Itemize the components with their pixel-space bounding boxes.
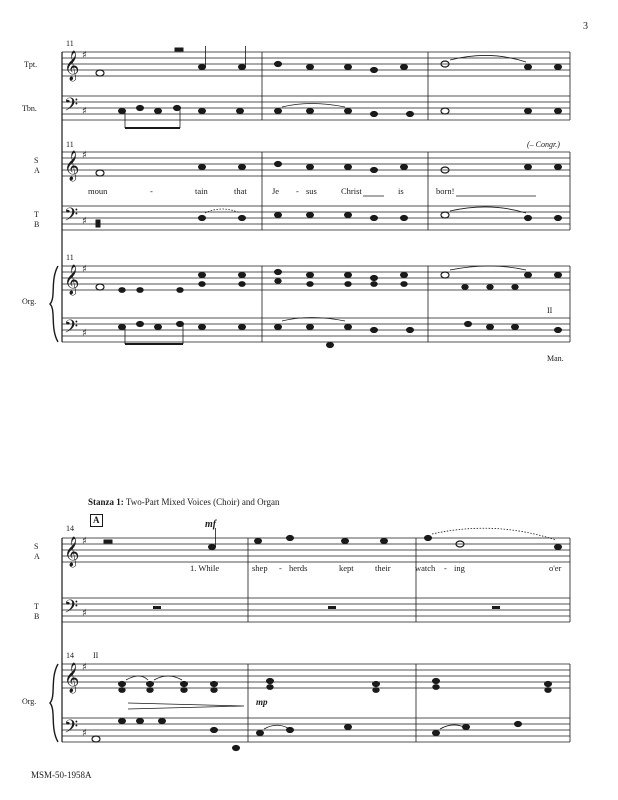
label-s: S	[34, 156, 39, 165]
manual-marking-ii: II	[547, 306, 553, 315]
svg-text:♯: ♯	[82, 216, 87, 227]
svg-text:𝄢: 𝄢	[64, 317, 79, 342]
measure-number-14-sa: 14	[66, 524, 74, 533]
label-t: T	[34, 210, 39, 219]
svg-text:♯: ♯	[82, 662, 87, 673]
lyric-syllable: herds	[289, 563, 308, 573]
lyric-syllable: tain	[195, 186, 208, 196]
label-a-2: A	[34, 552, 40, 561]
congregation-cue: (– Congr.)	[527, 140, 560, 149]
svg-text:𝄞: 𝄞	[64, 663, 80, 693]
svg-text:𝄞: 𝄞	[64, 537, 80, 567]
lyric-syllable: o'er	[549, 563, 562, 573]
svg-text:𝄢: 𝄢	[64, 597, 79, 622]
lyric-syllable: their	[375, 563, 391, 573]
rehearsal-mark: A	[90, 514, 103, 527]
svg-text:𝄢: 𝄢	[64, 717, 79, 742]
lyric-syllable: born!	[436, 186, 455, 196]
label-b: B	[34, 220, 40, 229]
label-org-2: Org.	[22, 697, 37, 706]
svg-text:𝄢: 𝄢	[64, 95, 79, 120]
manual-label: Man.	[547, 354, 564, 363]
svg-text:♯: ♯	[82, 264, 87, 275]
svg-text:♯: ♯	[82, 50, 87, 61]
svg-text:𝄞: 𝄞	[64, 151, 80, 181]
label-t-2: T	[34, 602, 39, 611]
svg-text:𝄢: 𝄢	[64, 205, 79, 230]
label-s-2: S	[34, 542, 39, 551]
lyric-hyphen: -	[296, 186, 299, 196]
lyric-hyphen: -	[444, 563, 447, 573]
lyric-syllable: kept	[339, 563, 354, 573]
stanza-heading-text: Two-Part Mixed Voices (Choir) and Organ	[125, 497, 280, 507]
footer-catalog-code: MSM-50-1958A	[31, 770, 92, 780]
lyric-hyphen: -	[150, 186, 153, 196]
svg-text:♯: ♯	[82, 536, 87, 547]
lyric-syllable: Christ	[341, 186, 362, 196]
lyric-syllable: sus	[306, 186, 317, 196]
lyric-syllable: Je	[272, 186, 280, 196]
label-b-2: B	[34, 612, 40, 621]
lyric-syllable: watch	[415, 563, 436, 573]
svg-text:𝄞: 𝄞	[64, 265, 80, 295]
label-a: A	[34, 166, 40, 175]
dynamic-mf: mf	[205, 519, 217, 530]
svg-text:♯: ♯	[82, 328, 87, 339]
lyric-hyphen: -	[279, 563, 282, 573]
label-tbn: Tbn.	[22, 104, 37, 113]
dynamic-mp: mp	[256, 697, 268, 707]
measure-number-14-org: 14	[66, 651, 74, 660]
measure-number-11-org: 11	[66, 253, 74, 262]
lyric-syllable: ing	[454, 563, 465, 573]
svg-text:♯: ♯	[82, 150, 87, 161]
page-number: 3	[583, 21, 588, 32]
manual-marking-ii-2: II	[93, 651, 99, 660]
lyric-syllable: is	[398, 186, 404, 196]
svg-text:♯: ♯	[82, 728, 87, 739]
svg-text:♯: ♯	[82, 106, 87, 117]
lyric-syllable: shep	[252, 563, 268, 573]
lyric-syllable: that	[234, 186, 247, 196]
stanza-heading-bold: Stanza 1:	[88, 497, 124, 507]
label-tpt: Tpt.	[24, 60, 38, 69]
measure-number-11-tpt: 11	[66, 39, 74, 48]
label-org: Org.	[22, 297, 37, 306]
measure-number-11-sa: 11	[66, 140, 74, 149]
svg-text:♯: ♯	[82, 608, 87, 619]
svg-text:𝄞: 𝄞	[64, 51, 80, 81]
lyric-syllable: 1. While	[190, 563, 220, 573]
lyric-syllable: moun	[88, 186, 108, 196]
